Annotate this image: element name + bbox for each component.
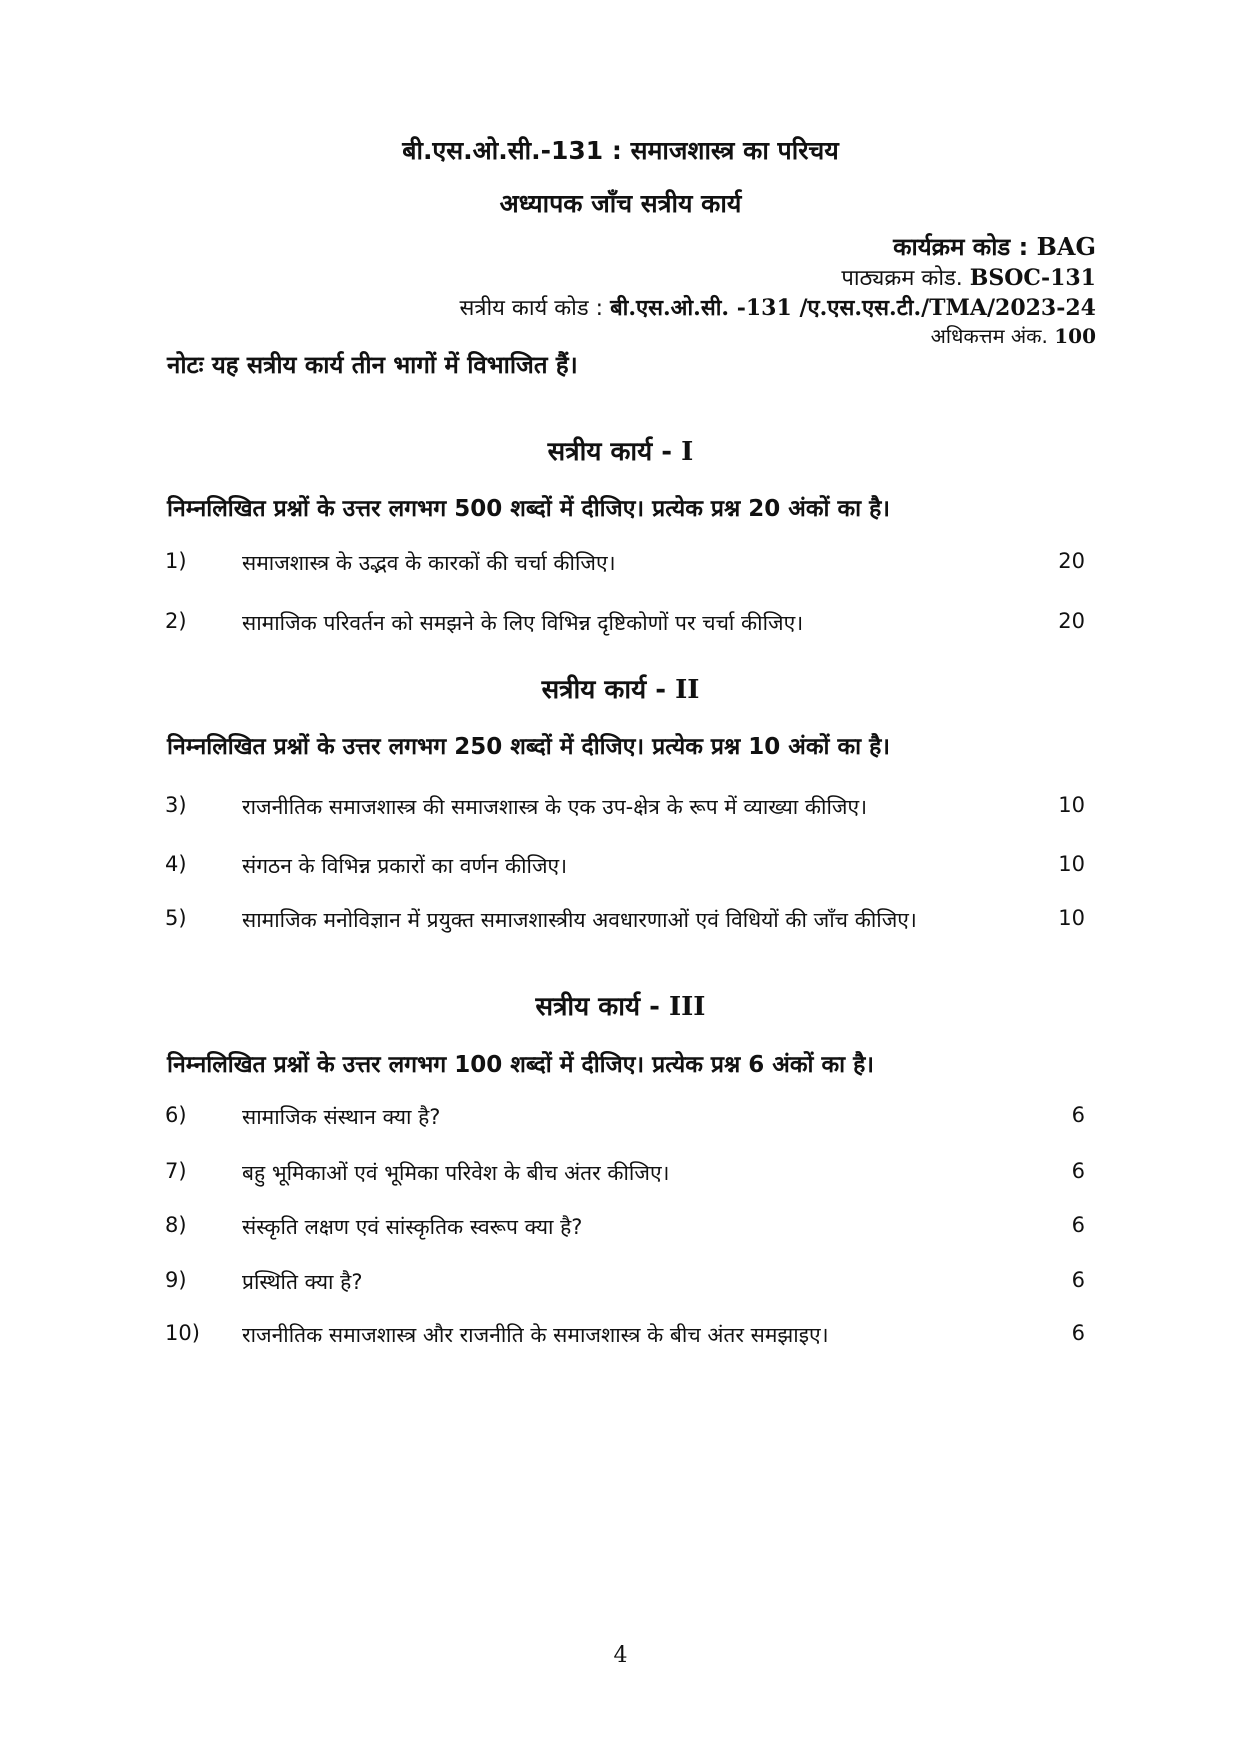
question-text: राजनीतिक समाजशास्त्र की समाजशास्त्र के एक उप-क्षेत्र के रूप में व्याख्या कीजिए। xyxy=(242,795,868,819)
question-text: संस्कृति लक्षण एवं सांस्कृतिक स्वरूप क्या है? xyxy=(242,1215,583,1239)
question-marks: 10 xyxy=(1058,906,1085,930)
question-row xyxy=(165,793,1085,827)
assignment-code-label: सत्रीय कार्य कोड : xyxy=(459,296,604,321)
question-row xyxy=(165,852,1085,886)
section-roman: III xyxy=(668,992,706,1022)
question-number: 10) xyxy=(165,1321,200,1345)
programme-code-label: कार्यक्रम कोड : xyxy=(893,233,1029,261)
question-row xyxy=(165,609,1085,643)
question-text: राजनीतिक समाजशास्त्र और राजनीति के समाजशास्त्र के बीच अंतर समझाइए। xyxy=(242,1323,829,1347)
question-text: समाजशास्त्र के उद्भव के कारकों की चर्चा कीजिए। xyxy=(242,551,616,575)
question-number: 5) xyxy=(165,906,187,930)
max-marks-label: अधिकत्तम अंक. xyxy=(930,324,1048,348)
page-number: 4 xyxy=(613,1643,628,1668)
question-row xyxy=(165,906,1085,940)
section-roman: I xyxy=(681,437,694,467)
question-marks: 10 xyxy=(1058,852,1085,876)
section-roman: II xyxy=(675,675,700,705)
question-row xyxy=(165,1321,1085,1355)
question-marks: 6 xyxy=(1071,1213,1085,1237)
section-heading-2 xyxy=(0,670,1241,706)
section-heading-label: सत्रीय कार्य - xyxy=(535,992,660,1022)
question-number: 1) xyxy=(165,549,187,573)
question-text: बहु भूमिकाओं एवं भूमिका परिवेश के बीच अंतर कीजिए। xyxy=(242,1161,670,1185)
question-marks: 20 xyxy=(1058,549,1085,573)
question-text: सामाजिक परिवर्तन को समझने के लिए विभिन्न दृष्टिकोणों पर चर्चा कीजिए। xyxy=(242,611,804,635)
question-number: 9) xyxy=(165,1268,187,1292)
question-number: 7) xyxy=(165,1159,187,1183)
question-number: 8) xyxy=(165,1213,187,1237)
question-row xyxy=(165,1268,1085,1302)
question-text: प्रस्थिति क्या है? xyxy=(242,1270,363,1294)
programme-code-line xyxy=(893,230,1096,263)
question-text: सामाजिक मनोविज्ञान में प्रयुक्त समाजशास्त्रीय अवधारणाओं एवं विधियों की जाँच कीजिए। xyxy=(242,908,917,932)
max-marks-line xyxy=(931,322,1096,349)
note-text: नोटः यह सत्रीय कार्य तीन भागों में विभाजित हैं। xyxy=(167,351,578,379)
question-marks: 6 xyxy=(1071,1268,1085,1292)
programme-code: BAG xyxy=(1036,232,1096,261)
section-instruction-1: निम्नलिखित प्रश्नों के उत्तर लगभग 500 शब्दों में दीजिए। प्रत्येक प्रश्न 20 अंकों का है। xyxy=(167,496,891,522)
question-text: सामाजिक संस्थान क्या है? xyxy=(242,1105,441,1129)
course-code: BSOC-131 xyxy=(969,265,1096,291)
question-text: संगठन के विभिन्न प्रकारों का वर्णन कीजिए। xyxy=(242,854,568,878)
question-number: 3) xyxy=(165,793,187,817)
section-instruction-2: निम्नलिखित प्रश्नों के उत्तर लगभग 250 शब्दों में दीजिए। प्रत्येक प्रश्न 10 अंकों का है। xyxy=(167,734,891,760)
question-number: 4) xyxy=(165,852,187,876)
question-row xyxy=(165,1103,1085,1137)
max-marks: 100 xyxy=(1054,324,1096,348)
section-heading-label: सत्रीय कार्य - xyxy=(547,437,673,467)
assignment-code: बी.एस.ओ.सी. -131 /ए.एस.एस.टी./TMA/2023-24 xyxy=(610,295,1096,321)
question-marks: 10 xyxy=(1058,793,1085,817)
question-marks: 6 xyxy=(1071,1103,1085,1127)
question-number: 6) xyxy=(165,1103,187,1127)
section-heading-3 xyxy=(0,987,1241,1023)
question-row xyxy=(165,549,1085,583)
question-row xyxy=(165,1213,1085,1247)
section-instruction-3: निम्नलिखित प्रश्नों के उत्तर लगभग 100 शब्दों में दीजिए। प्रत्येक प्रश्न 6 अंकों का है। xyxy=(167,1052,875,1078)
section-heading-1 xyxy=(0,432,1241,468)
course-code-label: पाठ्यक्रम कोड. xyxy=(841,266,963,291)
assignment-code-line xyxy=(459,292,1096,322)
question-number: 2) xyxy=(165,609,187,633)
question-marks: 20 xyxy=(1058,609,1085,633)
question-marks: 6 xyxy=(1071,1159,1085,1183)
section-heading-label: सत्रीय कार्य - xyxy=(541,675,667,705)
course-code-line xyxy=(841,262,1096,292)
question-marks: 6 xyxy=(1071,1321,1085,1345)
question-row xyxy=(165,1159,1085,1193)
course-title: बी.एस.ओ.सी.-131 : समाजशास्त्र का परिचय xyxy=(402,136,839,165)
assignment-type: अध्यापक जाँच सत्रीय कार्य xyxy=(499,189,742,218)
